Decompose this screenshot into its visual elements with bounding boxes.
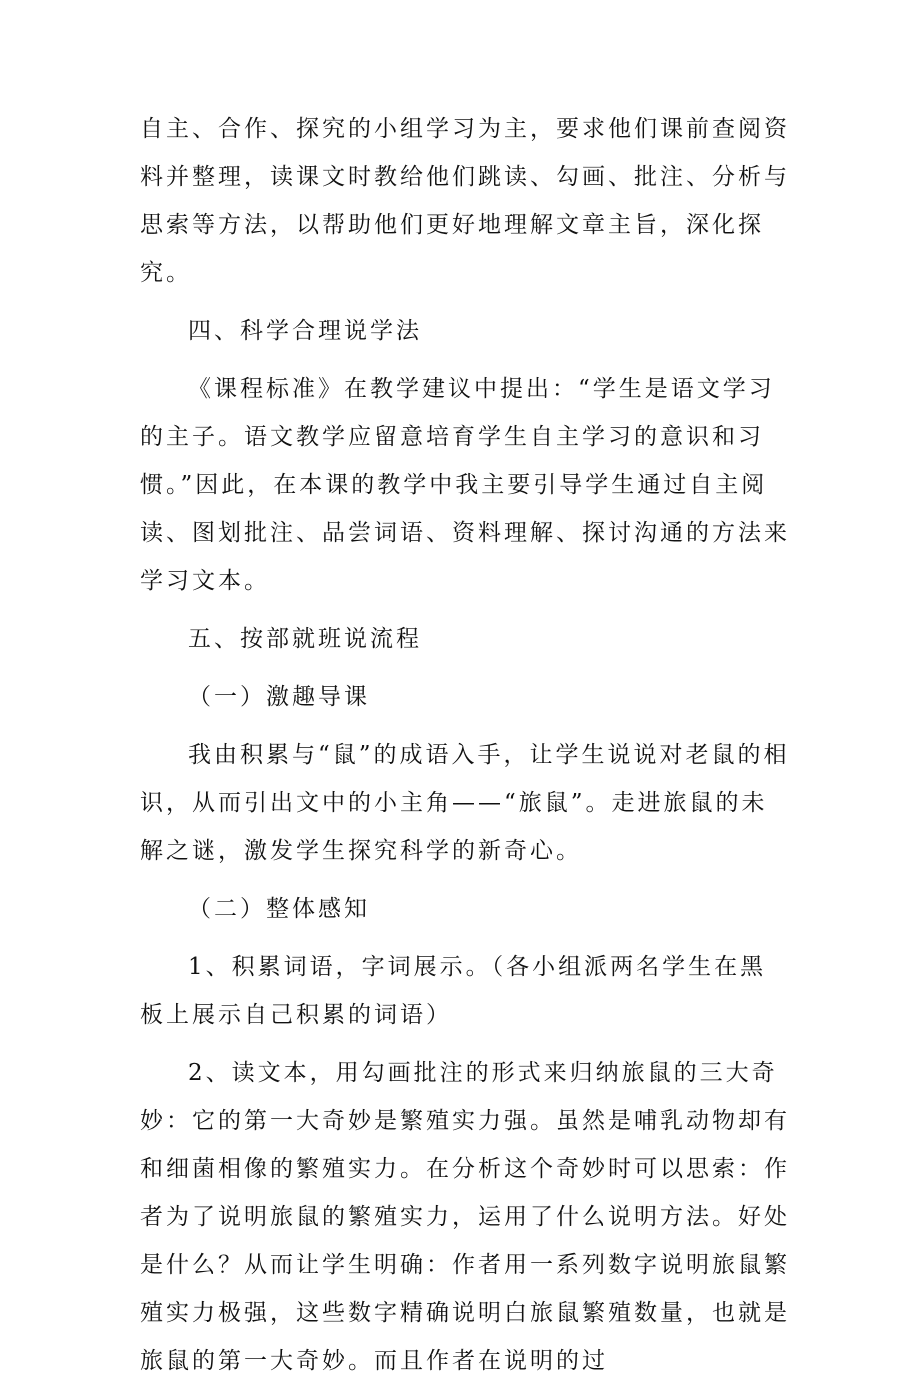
section-heading-4: 四、科学合理说学法 [188,318,422,344]
paragraph-reading: 2、读文本，用勾画批注的形式来归纳旅鼠的三大奇妙：它的第一大奇妙是繁殖实力强。虽然是哺乳动物却有和细菌相像的繁殖实力。在分析这个奇妙时可以思索：作者为了说明旅鼠的繁殖实力，运用了什么说明方法。好处是什么？从而让学生明确：作者用一系列数字说明旅鼠繁殖实力极强，这些数字精确说明白旅鼠繁殖数量，也就是旅鼠的第一大奇妙。而且作者在说明的过 [140,1060,790,1374]
document-body [140,105,790,1385]
paragraph-intro: 我由积累与“鼠”的成语入手，让学生说说对老鼠的相识，从而引出文中的小主角——“旅鼠”。走进旅鼠的未解之谜，激发学生探究科学的新奇心。 [140,742,790,864]
section-heading-5: 五、按部就班说流程 [188,626,422,652]
subheading-intro: （一）激趣导课 [188,684,370,710]
paragraph-continuation: 自主、合作、探究的小组学习为主，要求他们课前查阅资料并整理，读课文时教给他们跳读、勾画、批注、分析与思索等方法，以帮助他们更好地理解文章主旨，深化探究。 [140,116,790,286]
subheading-overview: （二）整体感知 [188,896,370,922]
paragraph-curriculum: 《课程标准》在教学建议中提出：“学生是语文学习的主子。语文教学应留意培育学生自主学习的意识和习惯。”因此，在本课的教学中我主要引导学生通过自主阅读、图划批注、品尝词语、资料理解、探讨沟通的方法来学习文本。 [140,376,790,594]
paragraph-vocabulary: 1、积累词语，字词展示。（各小组派两名学生在黑板上展示自己积累的词语） [140,954,767,1028]
